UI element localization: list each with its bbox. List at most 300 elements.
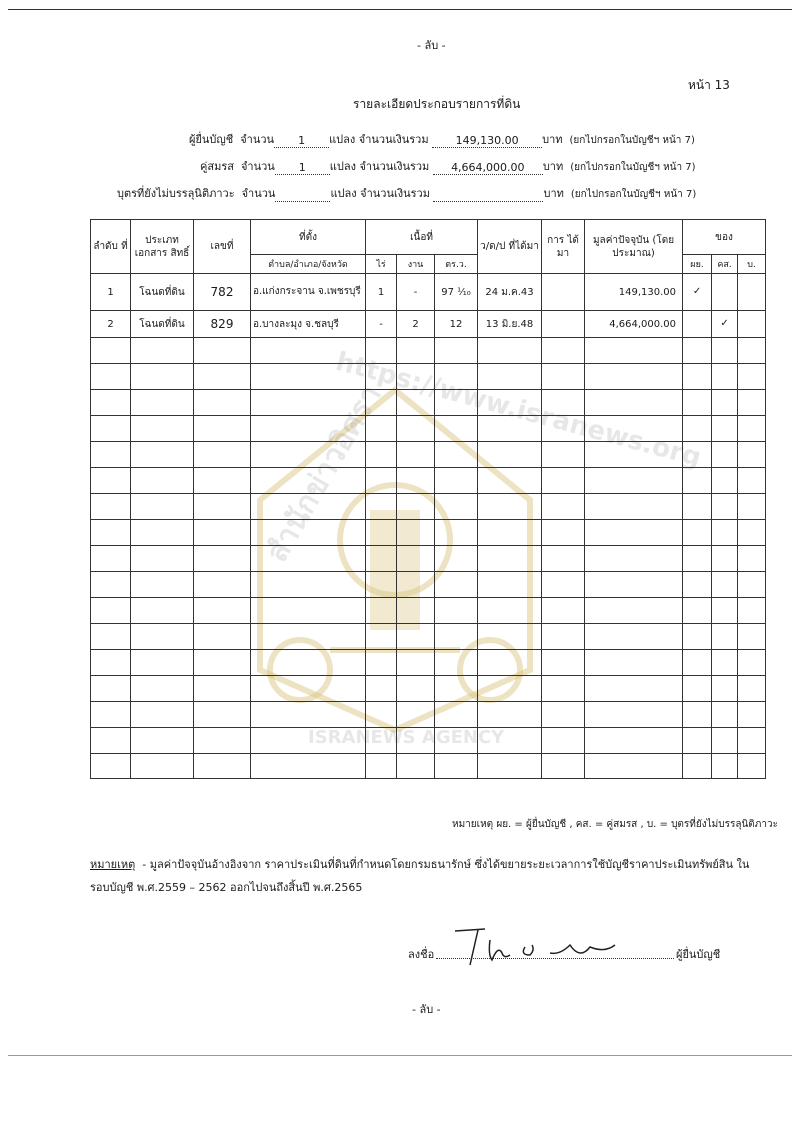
empty-row (91, 650, 766, 676)
empty-cell (194, 442, 251, 468)
cell-doc-no: 829 (194, 311, 251, 338)
empty-cell (738, 754, 766, 779)
header-owner-self: ผย. (683, 255, 712, 274)
summary-row-spouse: คู่สมรส จำนวน 1 แปลง จำนวนเงินรวม 4,664,000.00 บาท (ยกไปกรอกในบัญชีฯ หน้า 7) (200, 160, 696, 174)
empty-cell (251, 364, 366, 390)
empty-cell (542, 390, 585, 416)
empty-cell (131, 728, 194, 754)
empty-cell (738, 676, 766, 702)
header-doc-type: ประเภท เอกสาร สิทธิ์ (131, 220, 194, 274)
cell-rai: 1 (366, 274, 397, 311)
empty-cell (251, 572, 366, 598)
empty-cell (131, 624, 194, 650)
header-area-wa: ตร.ว. (435, 255, 478, 274)
empty-cell (366, 390, 397, 416)
empty-cell (585, 416, 683, 442)
empty-cell (131, 572, 194, 598)
empty-cell (397, 338, 435, 364)
watermark-text-bottom: ISRANEWS AGENCY (308, 727, 505, 748)
empty-cell (585, 598, 683, 624)
empty-cell (683, 494, 712, 520)
cell-wa: 97 ¹⁄₁₀ (435, 274, 478, 311)
cell-no: 1 (91, 274, 131, 311)
summary-row-child: บุตรที่ยังไม่บรรลุนิติภาวะ จำนวน แปลง จำนวนเงินรวม บาท (ยกไปกรอกในบัญชีฯ หน้า 7) (117, 187, 697, 200)
remark-line-2: รอบบัญชี พ.ศ.2559 – 2562 ออกไปจนถึงสิ้นปี พ.ศ.2565 (90, 881, 363, 894)
remark-line-1: หมายเหตุ - มูลค่าปัจจุบันอ้างอิงจาก ราคาประเมินที่ดินที่กำหนดโดยกรมธนารักษ์ ซึ่งได้ขยายระยะเวลาการใช้บัญชีราคาประเมินทรัพย์สิน ใน (90, 858, 750, 871)
empty-cell (712, 546, 738, 572)
empty-cell (194, 468, 251, 494)
empty-row (91, 702, 766, 728)
empty-cell (738, 520, 766, 546)
empty-cell (366, 468, 397, 494)
empty-cell (251, 416, 366, 442)
empty-row (91, 572, 766, 598)
classification-top: - ลับ - (417, 39, 446, 52)
signature-role: ผู้ยื่นบัญชี (676, 948, 721, 961)
bottom-rule (8, 1055, 792, 1056)
cell-no: 2 (91, 311, 131, 338)
empty-cell (397, 494, 435, 520)
header-location-sub: ตำบล/อำเภอ/จังหวัด (251, 255, 366, 274)
empty-cell (683, 416, 712, 442)
empty-cell (194, 598, 251, 624)
empty-cell (683, 728, 712, 754)
empty-cell (251, 676, 366, 702)
empty-cell (194, 702, 251, 728)
cell-value: 149,130.00 (585, 274, 683, 311)
empty-cell (478, 520, 542, 546)
empty-cell (712, 676, 738, 702)
empty-cell (542, 338, 585, 364)
empty-cell (91, 702, 131, 728)
empty-cell (435, 754, 478, 779)
empty-cell (194, 520, 251, 546)
empty-cell (542, 364, 585, 390)
empty-cell (738, 572, 766, 598)
empty-cell (683, 364, 712, 390)
empty-cell (585, 754, 683, 779)
cell-ngan: 2 (397, 311, 435, 338)
empty-cell (683, 650, 712, 676)
signature-scribble (440, 925, 640, 975)
empty-cell (478, 572, 542, 598)
cell-acquire (542, 311, 585, 338)
empty-cell (435, 702, 478, 728)
empty-cell (397, 520, 435, 546)
land-table (90, 219, 766, 779)
empty-cell (478, 546, 542, 572)
summary-row-self: ผู้ยื่นบัญชี จำนวน 1 แปลง จำนวนเงินรวม 149,130.00 บาท (ยกไปกรอกในบัญชีฯ หน้า 7) (189, 133, 695, 147)
empty-cell (478, 754, 542, 779)
cell-rai: - (366, 311, 397, 338)
cell-wa: 12 (435, 311, 478, 338)
empty-cell (397, 676, 435, 702)
empty-cell (478, 416, 542, 442)
empty-cell (738, 598, 766, 624)
cell-doc-no: 782 (194, 274, 251, 311)
header-date: ว/ด/ป ที่ได้มา (478, 220, 542, 274)
empty-cell (251, 468, 366, 494)
empty-cell (542, 650, 585, 676)
empty-cell (366, 598, 397, 624)
classification-bottom: - ลับ - (412, 1003, 441, 1016)
empty-cell (712, 442, 738, 468)
empty-cell (397, 442, 435, 468)
cell-owner-child (738, 311, 766, 338)
empty-cell (397, 754, 435, 779)
empty-cell (542, 728, 585, 754)
watermark-text-arc: https://www.isranews.org (332, 346, 705, 474)
check-mark-icon: ✓ (683, 274, 712, 311)
empty-cell (366, 702, 397, 728)
empty-cell (435, 468, 478, 494)
empty-cell (738, 546, 766, 572)
empty-cell (542, 676, 585, 702)
empty-cell (366, 624, 397, 650)
header-area-ngan: งาน (397, 255, 435, 274)
empty-cell (397, 624, 435, 650)
header-area-rai: ไร่ (366, 255, 397, 274)
empty-cell (683, 702, 712, 728)
empty-cell (738, 338, 766, 364)
empty-cell (478, 728, 542, 754)
empty-cell (131, 468, 194, 494)
empty-cell (585, 390, 683, 416)
empty-cell (91, 754, 131, 779)
empty-cell (435, 650, 478, 676)
empty-row (91, 468, 766, 494)
empty-cell (194, 572, 251, 598)
empty-cell (194, 338, 251, 364)
header-value: มูลค่าปัจจุบัน (โดยประมาณ) (585, 220, 683, 274)
page-number: หน้า 13 (688, 78, 730, 92)
empty-row (91, 416, 766, 442)
empty-cell (91, 494, 131, 520)
cell-acquire (542, 274, 585, 311)
empty-cell (683, 598, 712, 624)
empty-cell (131, 650, 194, 676)
empty-cell (542, 598, 585, 624)
empty-cell (435, 624, 478, 650)
empty-cell (542, 442, 585, 468)
empty-cell (251, 390, 366, 416)
empty-cell (91, 650, 131, 676)
empty-cell (194, 416, 251, 442)
empty-cell (435, 416, 478, 442)
empty-cell (712, 754, 738, 779)
empty-cell (131, 494, 194, 520)
empty-cell (435, 338, 478, 364)
empty-cell (712, 468, 738, 494)
empty-row (91, 494, 766, 520)
header-doc-no: เลขที่ (194, 220, 251, 274)
empty-cell (478, 390, 542, 416)
empty-cell (91, 520, 131, 546)
empty-cell (131, 442, 194, 468)
empty-cell (542, 416, 585, 442)
empty-cell (585, 624, 683, 650)
empty-cell (585, 546, 683, 572)
empty-cell (435, 520, 478, 546)
empty-cell (366, 416, 397, 442)
empty-row (91, 338, 766, 364)
header-owner: ของ (683, 220, 766, 255)
empty-cell (478, 676, 542, 702)
empty-cell (585, 676, 683, 702)
empty-cell (397, 416, 435, 442)
header-owner-spouse: คส. (712, 255, 738, 274)
empty-cell (435, 546, 478, 572)
empty-cell (397, 364, 435, 390)
cell-value: 4,664,000.00 (585, 311, 683, 338)
empty-cell (683, 442, 712, 468)
empty-cell (683, 572, 712, 598)
empty-cell (478, 442, 542, 468)
table-legend: หมายเหตุ ผย. = ผู้ยื่นบัญชี , คส. = คู่สมรส , บ. = บุตรที่ยังไม่บรรลุนิติภาวะ (452, 819, 778, 830)
empty-row (91, 546, 766, 572)
empty-cell (712, 520, 738, 546)
cell-ngan: - (397, 274, 435, 311)
empty-cell (366, 494, 397, 520)
empty-cell (738, 468, 766, 494)
empty-cell (397, 572, 435, 598)
empty-cell (251, 546, 366, 572)
empty-cell (683, 676, 712, 702)
empty-cell (194, 494, 251, 520)
empty-cell (712, 572, 738, 598)
empty-cell (738, 494, 766, 520)
empty-cell (397, 728, 435, 754)
empty-cell (91, 468, 131, 494)
empty-row (91, 364, 766, 390)
empty-cell (478, 494, 542, 520)
empty-cell (91, 338, 131, 364)
empty-cell (542, 754, 585, 779)
empty-cell (738, 364, 766, 390)
empty-cell (738, 416, 766, 442)
empty-cell (131, 390, 194, 416)
header-acquire: การ ได้มา (542, 220, 585, 274)
empty-cell (131, 702, 194, 728)
empty-cell (683, 624, 712, 650)
empty-cell (435, 598, 478, 624)
cell-owner-spouse (712, 274, 738, 311)
empty-cell (366, 650, 397, 676)
empty-cell (397, 702, 435, 728)
empty-cell (478, 468, 542, 494)
empty-cell (397, 468, 435, 494)
empty-row (91, 390, 766, 416)
empty-cell (366, 546, 397, 572)
empty-cell (435, 442, 478, 468)
empty-cell (91, 416, 131, 442)
top-rule (8, 9, 792, 10)
cell-location: อ.บางละมุง จ.ชลบุรี (251, 311, 366, 338)
empty-cell (91, 364, 131, 390)
empty-cell (397, 390, 435, 416)
empty-cell (91, 390, 131, 416)
empty-cell (683, 754, 712, 779)
empty-cell (585, 494, 683, 520)
empty-cell (435, 676, 478, 702)
empty-cell (397, 650, 435, 676)
cell-owner-child (738, 274, 766, 311)
empty-cell (194, 546, 251, 572)
table-row (91, 274, 766, 311)
empty-cell (131, 520, 194, 546)
empty-row (91, 624, 766, 650)
empty-cell (478, 702, 542, 728)
empty-cell (712, 702, 738, 728)
empty-cell (366, 364, 397, 390)
empty-cell (366, 338, 397, 364)
empty-cell (585, 364, 683, 390)
empty-cell (131, 754, 194, 779)
empty-cell (542, 702, 585, 728)
cell-location: อ.แก่งกระจาน จ.เพชรบุรี (251, 274, 366, 311)
empty-row (91, 754, 766, 779)
empty-cell (251, 702, 366, 728)
empty-cell (585, 728, 683, 754)
empty-cell (251, 624, 366, 650)
empty-cell (194, 390, 251, 416)
empty-cell (251, 754, 366, 779)
empty-cell (131, 416, 194, 442)
cell-owner-self (683, 311, 712, 338)
empty-cell (738, 702, 766, 728)
empty-cell (131, 364, 194, 390)
cell-date: 24 ม.ค.43 (478, 274, 542, 311)
empty-cell (194, 728, 251, 754)
empty-cell (251, 728, 366, 754)
empty-cell (366, 520, 397, 546)
check-mark-icon: ✓ (712, 311, 738, 338)
header-area: เนื้อที่ (366, 220, 478, 255)
cell-date: 13 มิ.ย.48 (478, 311, 542, 338)
empty-cell (585, 650, 683, 676)
empty-cell (435, 728, 478, 754)
empty-cell (683, 546, 712, 572)
empty-cell (542, 624, 585, 650)
remark-label: หมายเหตุ (90, 858, 136, 871)
empty-cell (712, 338, 738, 364)
empty-cell (738, 390, 766, 416)
empty-row (91, 676, 766, 702)
empty-cell (435, 494, 478, 520)
empty-cell (683, 338, 712, 364)
empty-cell (435, 364, 478, 390)
signature-label: ลงชื่อ (408, 948, 435, 961)
empty-cell (251, 598, 366, 624)
empty-cell (683, 390, 712, 416)
empty-cell (131, 598, 194, 624)
empty-cell (585, 468, 683, 494)
empty-cell (251, 338, 366, 364)
empty-cell (131, 338, 194, 364)
empty-cell (251, 494, 366, 520)
empty-cell (91, 728, 131, 754)
empty-cell (478, 598, 542, 624)
header-owner-child: บ. (738, 255, 766, 274)
empty-cell (712, 494, 738, 520)
empty-cell (712, 390, 738, 416)
empty-cell (712, 598, 738, 624)
empty-cell (91, 546, 131, 572)
empty-cell (738, 442, 766, 468)
empty-cell (91, 624, 131, 650)
empty-cell (131, 546, 194, 572)
empty-cell (542, 546, 585, 572)
cell-doc-type: โฉนดที่ดิน (131, 311, 194, 338)
empty-cell (91, 598, 131, 624)
empty-cell (738, 728, 766, 754)
empty-cell (738, 650, 766, 676)
empty-cell (251, 650, 366, 676)
empty-cell (542, 572, 585, 598)
page-title: รายละเอียดประกอบรายการที่ดิน (353, 97, 521, 111)
header-location: ที่ตั้ง (251, 220, 366, 255)
empty-cell (366, 754, 397, 779)
empty-cell (542, 520, 585, 546)
empty-cell (194, 754, 251, 779)
empty-cell (712, 364, 738, 390)
table-row (91, 311, 766, 338)
empty-cell (683, 520, 712, 546)
empty-cell (366, 442, 397, 468)
empty-cell (478, 624, 542, 650)
empty-cell (712, 728, 738, 754)
empty-cell (366, 676, 397, 702)
empty-cell (542, 494, 585, 520)
empty-cell (478, 338, 542, 364)
empty-cell (712, 416, 738, 442)
empty-cell (435, 572, 478, 598)
empty-cell (738, 624, 766, 650)
empty-cell (194, 364, 251, 390)
header-no: ลำดับ ที่ (91, 220, 131, 274)
empty-cell (131, 676, 194, 702)
cell-doc-type: โฉนดที่ดิน (131, 274, 194, 311)
empty-cell (712, 624, 738, 650)
empty-row (91, 442, 766, 468)
empty-row (91, 598, 766, 624)
empty-cell (478, 650, 542, 676)
empty-cell (542, 468, 585, 494)
watermark-text-left: สำนักข่าวอิศรา (259, 378, 389, 569)
empty-cell (251, 520, 366, 546)
empty-cell (366, 728, 397, 754)
empty-cell (91, 676, 131, 702)
empty-cell (683, 468, 712, 494)
empty-cell (91, 442, 131, 468)
empty-cell (435, 390, 478, 416)
empty-cell (397, 546, 435, 572)
empty-cell (194, 676, 251, 702)
empty-cell (712, 650, 738, 676)
empty-cell (194, 650, 251, 676)
empty-cell (478, 364, 542, 390)
empty-cell (194, 624, 251, 650)
empty-row (91, 728, 766, 754)
empty-cell (585, 338, 683, 364)
empty-row (91, 520, 766, 546)
empty-cell (91, 572, 131, 598)
empty-cell (585, 572, 683, 598)
empty-cell (585, 442, 683, 468)
empty-cell (366, 572, 397, 598)
empty-cell (397, 598, 435, 624)
empty-cell (585, 520, 683, 546)
